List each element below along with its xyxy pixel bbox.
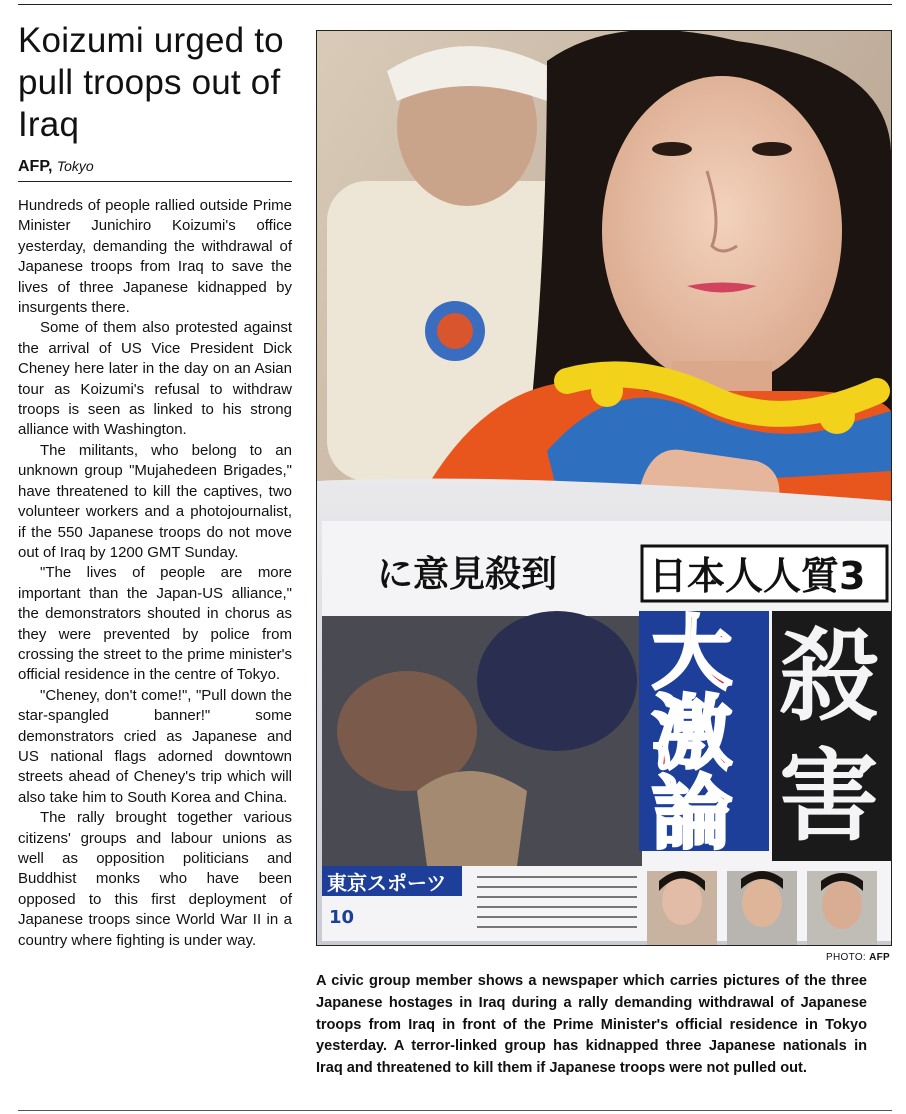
newspaper-side-1: 殺 [779,618,879,735]
paragraph: "The lives of people are more important than the Japan-US alliance," the demonstrators shouted in chorus as they were prevented by police from crossing the street to the prime minister's official residence in the centre of Tokyo. [18,564,292,684]
newspaper-masthead: 東京スポーツ [327,871,447,895]
paragraph: Hundreds of people rallied outside Prime Minister Junichiro Koizumi's office yesterday, demanding the withdrawal of Japanese troops from Iraq to save the lives of three Japanese kidnapped by insurgents there. [18,197,292,317]
newspaper [317,479,891,946]
headline: Koizumi urged to pull troops out of Iraq [18,21,284,144]
photo-credit-label: PHOTO: [826,952,866,963]
top-rule [18,4,892,5]
paragraph: "Cheney, don't come!", "Pull down the star-spangled banner!" some demonstrators cried as Japanese and US national flags adorned downtown streets ahead of Cheney's trip which will also take him to South Korea and China. [18,686,292,806]
article-column [18,20,292,951]
big-red-headline [639,607,769,860]
paragraph: The militants, who belong to an unknown group "Mujahedeen Brigades," have threatened to kill the captives, two volunteer workers and a photojournalist, if the 550 Japanese troops do not move out of Iraq by 1200 GMT Sunday. [18,441,292,561]
newspaper-big-1: 大 [652,607,732,700]
photo-illustration [317,31,891,945]
newspaper-headline-1: に意見殺到 [377,554,558,595]
eye-right [752,142,792,156]
byline-place: Tokyo [56,158,94,174]
newspaper-date: 10 [329,907,355,928]
hostage-portraits [647,871,877,945]
eye-left [652,142,692,156]
article-body [18,196,292,951]
photo-credit-agency: AFP [869,952,890,963]
newspaper-big-2: 激 [652,687,732,780]
byline [18,158,292,182]
bottom-rule [18,1110,892,1111]
paragraph: Some of them also protested against the arrival of US Vice President Dick Cheney here later in the day on an Asian tour as Koizumi's refusal to withdraw troops is seen as linked to his strong alliance with Washington. [18,319,292,439]
newspaper-headline-2: 日本人人質3 [649,554,866,598]
photo-caption: A civic group member shows a newspaper which carries pictures of the three Japanese hostages in Iraq during a rally demanding withdrawal of Japanese troops from Iraq in front of the Prime Minister's official residence in Tokyo yesterday. A terror-linked group has kidnapped three Japanese nationals in Iraq and threatened to kill them if Japanese troops were not pulled out. [316,972,868,1077]
byline-agency: AFP, [18,158,53,175]
photo-credit [826,952,890,963]
news-photo [316,30,892,946]
newspaper-side-2: 害 [779,738,879,855]
newspaper-big-3: 論 [652,767,732,860]
face [602,76,842,386]
paragraph: The rally brought together various citizens' groups and labour unions as well as opposition politicians and Buddhist monks who have been opposed to this first deployment of Japanese troops since World War II in a country where fighting is under way. [18,809,292,949]
